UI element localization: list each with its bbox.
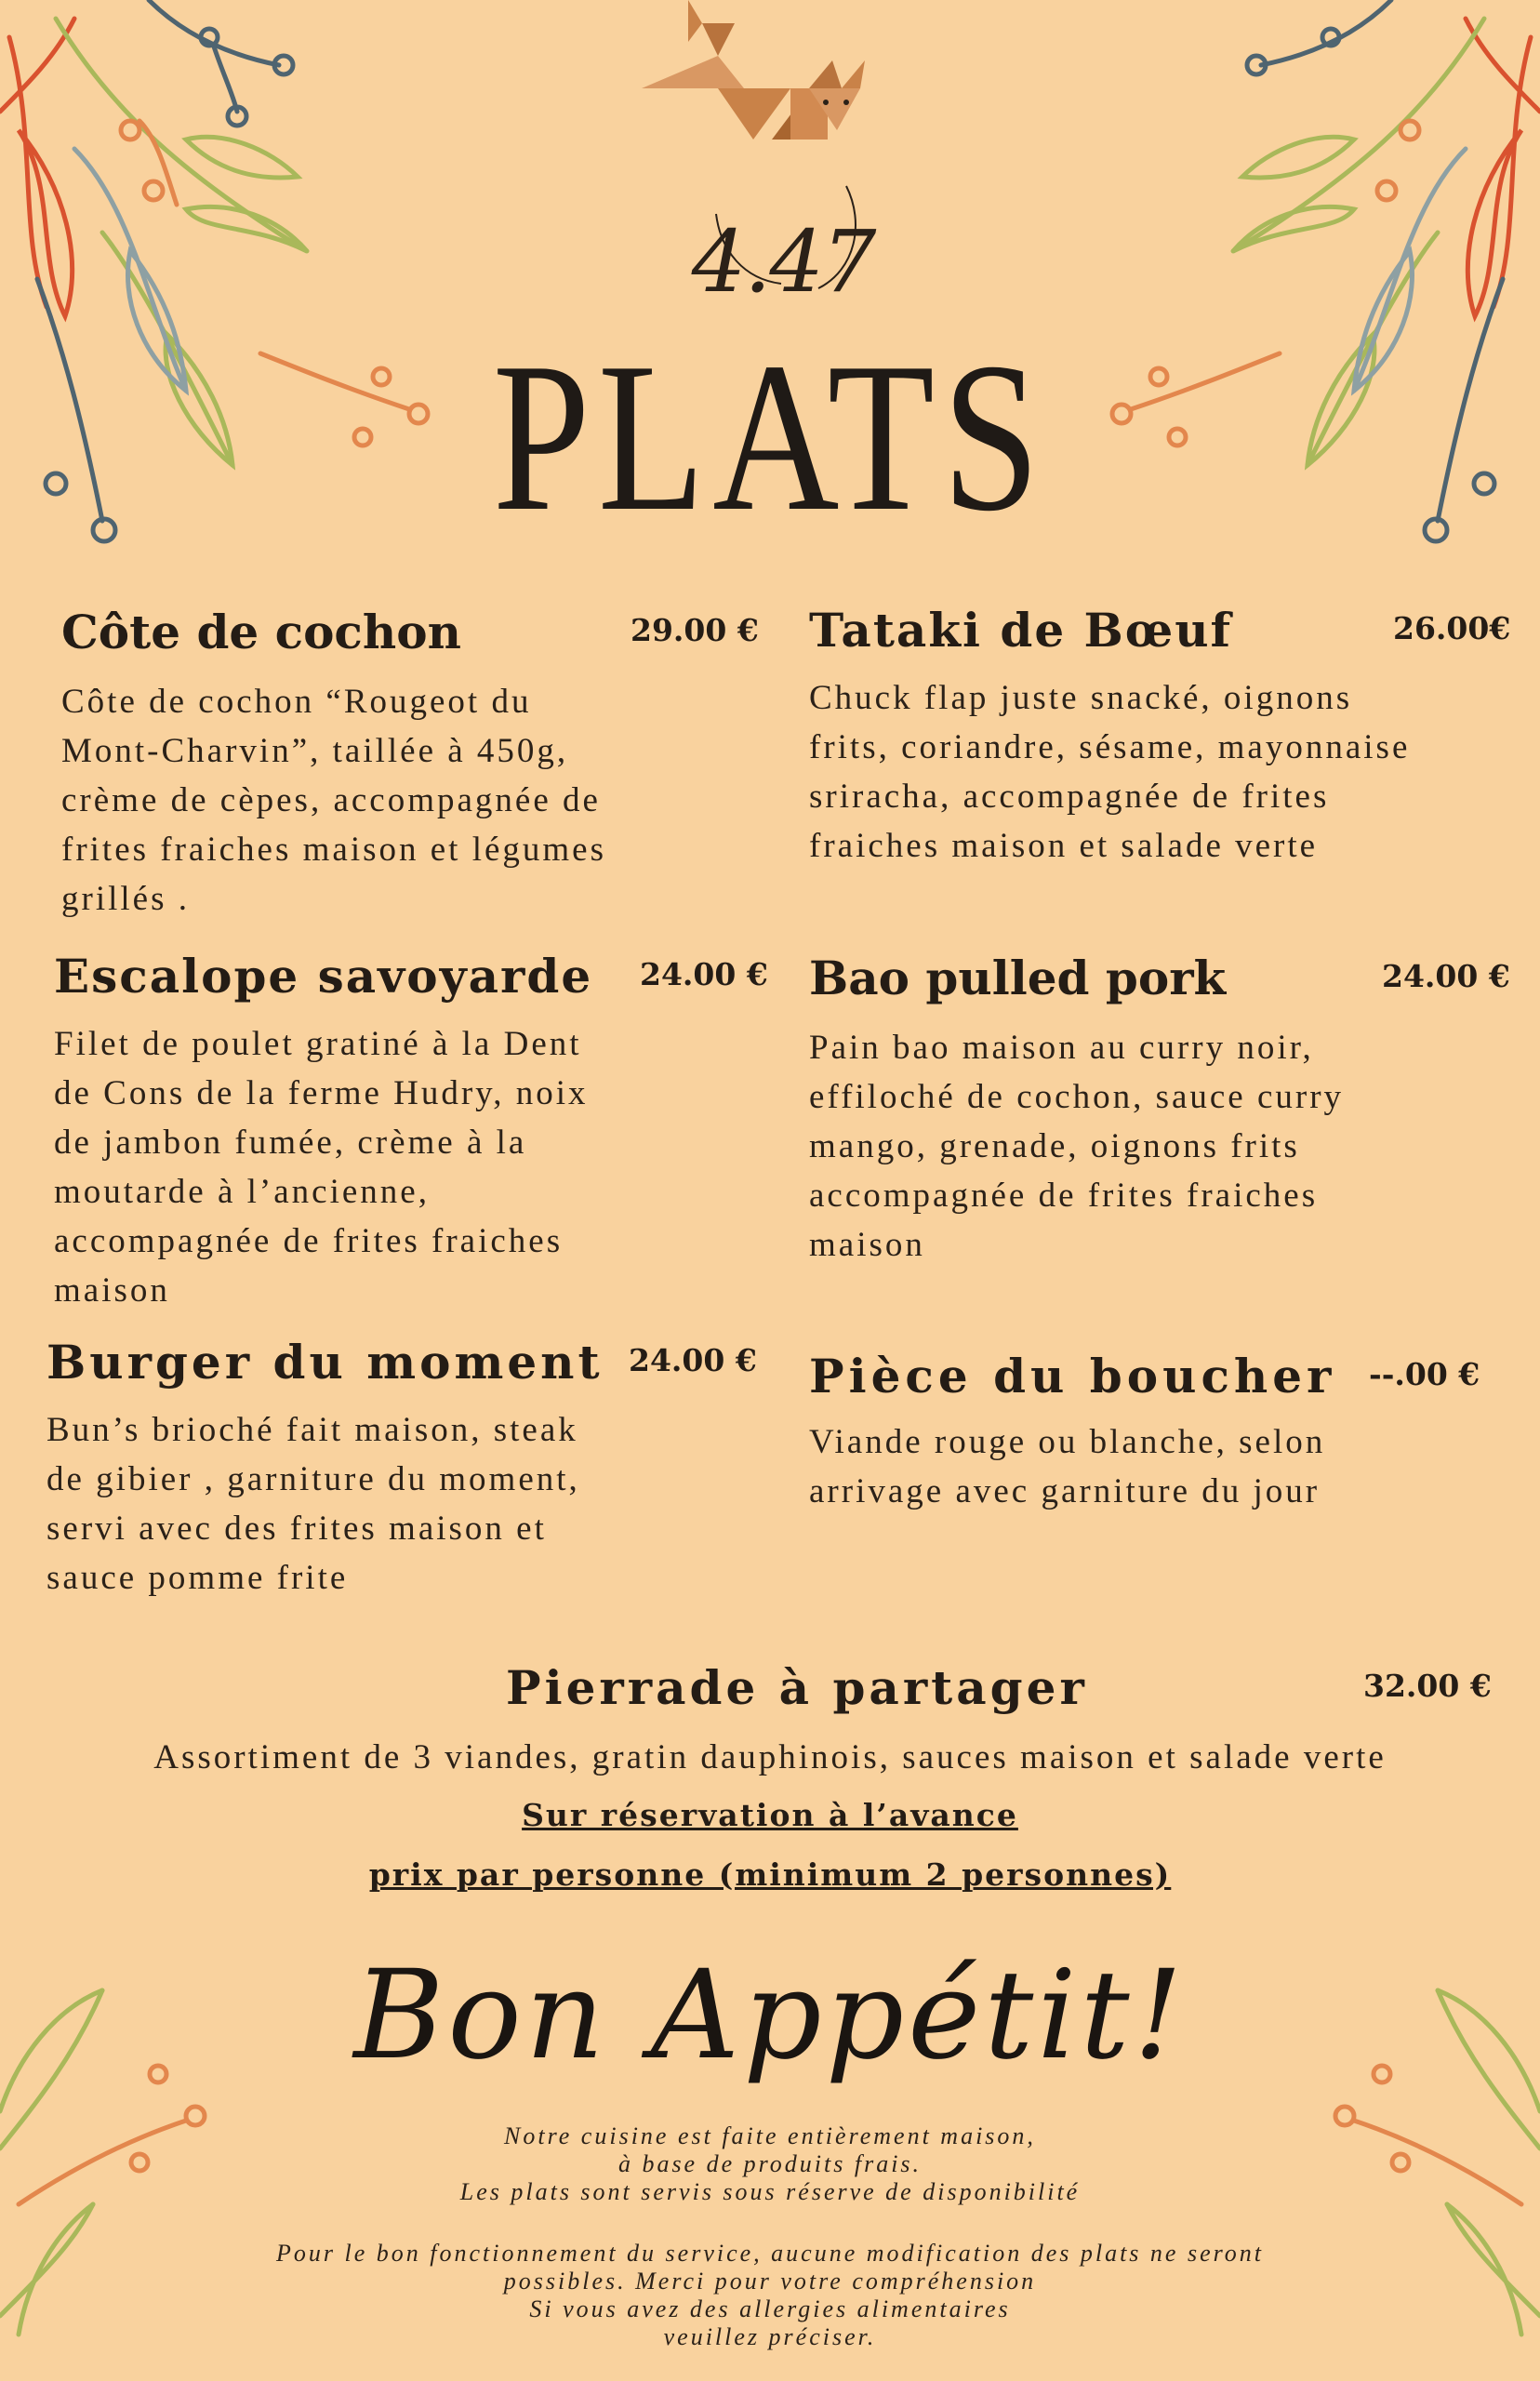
dish-item — [54, 949, 779, 1321]
dish-price: 24.00 € — [629, 1342, 757, 1378]
dish-name: Pierrade à partager — [506, 1660, 1088, 1715]
reservation-note — [0, 1797, 1540, 1833]
reservation-note-text: Sur réservation à l’avance — [522, 1797, 1018, 1833]
dish-price: 32.00 € — [1363, 1668, 1492, 1704]
bon-appetit-signature: Bon Appétit! — [353, 1944, 1187, 2087]
dish-item — [809, 603, 1516, 882]
price-per-person-note — [0, 1856, 1540, 1893]
dish-name: Côte de cochon — [61, 605, 461, 659]
dish-name: Pièce du boucher — [809, 1349, 1336, 1403]
dish-item — [61, 605, 768, 930]
dish-price: --.00 € — [1369, 1356, 1480, 1392]
sharing-description: Assortiment de 3 viandes, gratin dauphinois, sauces maison et salade verte — [153, 1738, 1387, 1776]
dish-description: Chuck flap juste snacké, oignons frits, coriandre, sésame, mayonnaise sriracha, accompagnée de frites fraiches maison et salade verte — [809, 679, 1411, 865]
price-per-person-text: prix par personne (minimum 2 personnes) — [368, 1856, 1172, 1893]
dish-name: Escalope savoyarde — [54, 949, 593, 1004]
dish-name: Bao pulled pork — [809, 951, 1227, 1005]
dish-description: Côte de cochon “Rougeot du Mont-Charvin”, taillée à 450g, crème de cèpes, accompagnée de frites fraiches maison et légumes grillés . — [61, 683, 606, 918]
dish-price: 26.00€ — [1393, 610, 1511, 646]
dish-item — [809, 951, 1516, 1276]
dish-description: Pain bao maison au curry noir, effiloché de cochon, sauce curry mango, grenade, oignons frits accompagnée de frites fraiches maison — [809, 1029, 1345, 1264]
dish-description: Bun’s brioché fait maison, steak de gibier , garniture du moment, servi avec des frites maison et sauce pomme frite — [46, 1411, 580, 1597]
dish-price: 24.00 € — [1382, 958, 1510, 994]
dish-item — [46, 1335, 772, 1614]
dish-description: Filet de poulet gratiné à la Dent de Cons de la ferme Hudry, noix de jambon fumée, crème à la moutarde à l’ancienne, accompagnée de frites fraiches maison — [54, 1025, 589, 1310]
footer-service-notice: Pour le bon fonctionnement du service, aucune modification des plats ne seront possibles. Merci pour votre compréhension Si vous avez des allergies alimentaires veuillez préciser. — [276, 2240, 1264, 2350]
dish-price: 29.00 € — [631, 612, 759, 648]
dish-name: Burger du moment — [46, 1335, 604, 1390]
footer-notice: Notre cuisine est faite entièrement maison, à base de produits frais. Les plats sont servis sous réserve de disponibilité — [459, 2122, 1081, 2205]
sharing-dish-item — [0, 1660, 1540, 1735]
dish-name: Tataki de Bœuf — [809, 603, 1233, 658]
logo-text: 4.47 — [691, 212, 875, 312]
dish-price: 24.00 € — [640, 956, 768, 992]
dish-item — [809, 1349, 1516, 1535]
dish-description: Viande rouge ou blanche, selon arrivage avec garniture du jour — [809, 1423, 1326, 1510]
page-title: PLATS — [492, 318, 1048, 555]
